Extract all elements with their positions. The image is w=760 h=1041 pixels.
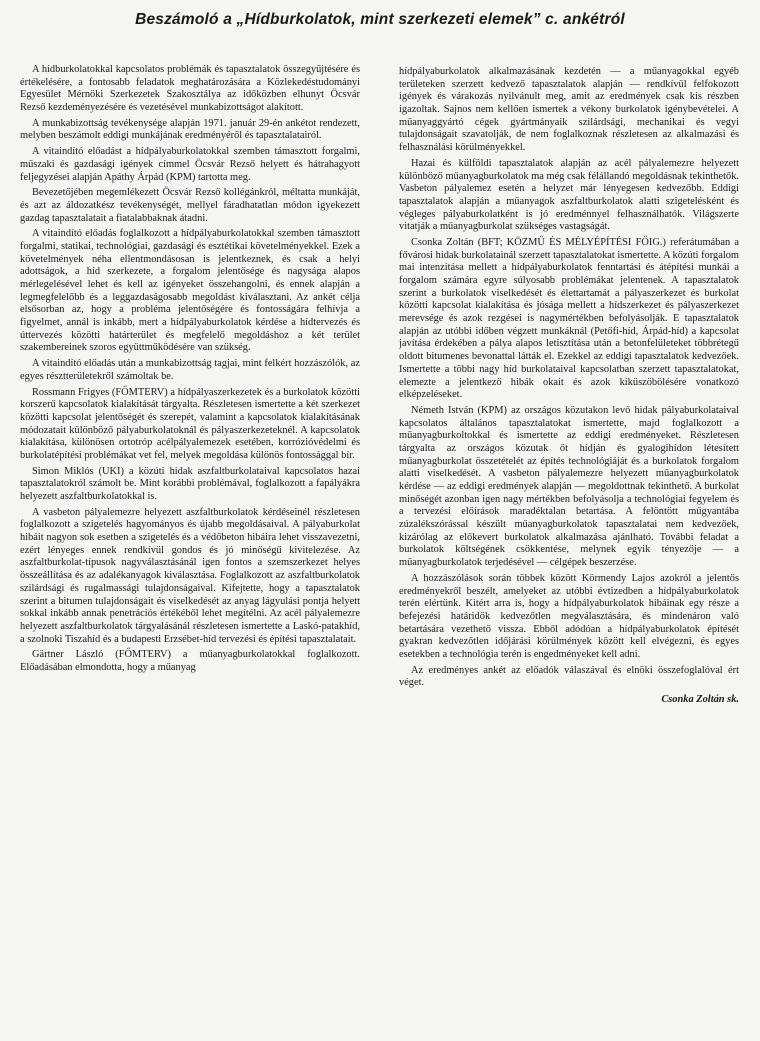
paragraph: Csonka Zoltán (BFT; KÖZMŰ ÉS MÉLYÉPÍTÉSI FŐIG.) referátumában a fővárosi hidak burkolatainál szerzett tapasztalatokat ismertette. A közúti forgalom mai intenzitása mellett a hídpályaburkolatok fenntartási és átépítési munkái a forgalom számára egyre súlyosabb problémákat jelentenek. A tapasztalatok szerint a burkolatok viselkedését és élettartamát a pályaszerkezet és burkolat közötti kapcsolat kialakítása és jósága mellett a hídszerkezet és pályaszerkezet merevsége és azok rezgései is nagymértékben befolyásolják. E tapasztalatok alapján az utóbbi időben végzett munkáknál (Petőfi-híd, Árpád-híd) a kapcsolat javítása érdekében a pálya alapos letisztítása után a betonfelületeket többrétegű oldott bitumenes bevonattal látták el. Ezekkel az eddigi tapasztalatok kedvezőek. Ismertette a többi nagy híd burkolataival kapcsolatban szerzett tapasztalatokat, elemezte a jelentkező hibák okait és azok kiküszöbölésére vonatkozó elképzeléseket. bbox=[399, 236, 739, 401]
paragraph: Simon Miklós (UKI) a közúti hidak aszfaltburkolataival kapcsolatos hazai tapasztalatokról számolt be. Mint korábbi problémával, foglalkozott a fapályákra helyezett aszfaltburkolatokkal is. bbox=[20, 465, 360, 502]
title-bar bbox=[0, 0, 760, 40]
paragraph: Rossmann Frigyes (FŐMTERV) a hídpályaszerkezetek és a burkolatok közötti korszerű kapcsolatok kialakítását tárgyalta. Részletesen ismertette a két szerkezet közötti kapcsolat jelentőségét és szerepét, valamint a kapcsolatok kialakításának módozatait különböző pályaburkolatoknál és pályaszerkezeteknél. A kapcsolatok kialakítása, különösen ortotróp acélpályalemezek esetében, korrózióvédelmi és burkolatépítési problémákat vet fel, melyek megoldása különös fontossággal bír. bbox=[20, 386, 360, 461]
left-column bbox=[20, 64, 360, 1024]
paragraph: Az eredményes ankét az előadók válaszával és elnöki összefoglalóval ért véget. bbox=[399, 664, 739, 689]
paragraph: A hídburkolatokkal kapcsolatos problémák és tapasztalatok összegyűjtésére és értékelésére, a fontosabb feladatok meghatározására a Közlekedéstudományi Egyesület Mérnöki Szerkezetek Szakosztálya az időközben elhunyt Öcsvár Rezső kezdeményezésére és vezetésével munkabizottságot alakított. bbox=[20, 64, 360, 114]
paragraph: A hozzászólások során többek között Körmendy Lajos azokról a jelentős eredményekről beszélt, amelyeket az utóbbi évtizedben a hídpályaburkolatok terén elértünk. Kitért arra is, hogy a hídpályaburkolatok hibáinak egy része a befejezési határidők kedvezőtlen megválasztására, és mindenáron való betartására vezethető vissza. Ebből adódóan a hídpályaburkolatok építését gyakran kedvezőtlen időjárási körülmények között kell elvégezni, és egyes esetekben a technológia terén is engedményeket kell adni. bbox=[399, 572, 739, 660]
paragraph: A vitaindító előadás után a munkabizottság tagjai, mint felkért hozzászólók, az egyes résztterületekről számoltak be. bbox=[20, 358, 360, 382]
paragraph: A vasbeton pályalemezre helyezett aszfaltburkolatok kérdéseinél részletesen foglalkozott a szigetelés hagyományos és újabb megoldásaival. A pályaburkolat hibáit nagyon sok esetben a szigetelés és a védőbeton hibáira lehet visszavezetni, ezért lényeges ennek rendkívül gondos és jó minőségű kivitelezése. Az aszfaltburkolat-típusok nagyválasztásánál igen fontos a szemszerkezet helyes összeállítása és az adalékanyagok kiválasztása. Foglalkozott az aszfaltburkolatok szilárdsági és rugalmassági tulajdonságaival. Kifejtette, hogy a tapasztalatok szerint a bitumen tulajdonságait és viselkedését az anyag lágyulási pontja helyett sokkal inkább annak penetrációs értékéből lehet megítélni. Az acél pályalemezre helyezett aszfaltburkolatok tárgyalásánál részletesen ismertette a Laskó-patakhíd, a szolnoki Tiszahíd és a budapesti Erzsébet-híd tervezési és építési tapasztalatait. bbox=[20, 506, 360, 645]
paragraph: Hazai és külföldi tapasztalatok alapján az acél pályalemezre helyezett különböző műanyagburkolatok ma még csak félállandó megoldásnak tekinthetők. Vasbeton pályalemez esetén a helyzet már lényegesen kedvezőbb. Eddigi tapasztalatok alapján a műanyagok aszfaltburkolatok alatti szigetelésként és végleges pályaburkolatként is jó eredménnyel felhasználhatók. Világszerte vitatják a műanyagburkolat szükséges vastagságát. bbox=[399, 157, 739, 233]
signature: Csonka Zoltán sk. bbox=[661, 694, 739, 705]
paragraph: A munkabizottság tevékenysége alapján 1971. január 29-én ankétot rendezett, melyben beszámolt eddigi munkájának eredményéről és tapasztalatairól. bbox=[20, 117, 360, 142]
article-title: Beszámoló a „Hídburkolatok, mint szerkezeti elemek” c. ankétról bbox=[135, 11, 625, 28]
paragraph: A vitaindító előadást a hídpályaburkolatokkal szemben támasztott forgalmi, műszaki és gazdasági igények címmel Öcsvár Rezső helyett és hátrahagyott feljegyzései alapján Apáthy Árpád (KPM) tartotta meg. bbox=[20, 146, 360, 183]
paragraph: Bevezetőjében megemlékezett Öcsvár Rezső kollégánkról, méltatta munkáját, és azt az áldozatkész tevékenységét, mellyel fáradhatatlan módon igyekezett gazdag tapasztalatait a fiatalabbaknak átadni. bbox=[20, 187, 360, 224]
paragraph: Németh István (KPM) az országos közutakon levő hidak pályaburkolataival kapcsolatos általános tapasztalatokat ismertette, majd foglalkozott a műanyagburkoltokkal és ismertette az eddigi eredményeket. Részletesen tárgyalta az országos közutak őt hídján és gyalogihídon létesített műanyagburkolat összetételét az építés technológiáját és a burkolatok forgalom alatti viselkedését. A vasbeton pályalemezre helyezett műanyagburkolatok kérdése — az eddigi eredmények alapján — megoldottnak tekinthető. A burkolat minőségét azonban igen nagy mértékben befolyásolja a technológiai fegyelem és a tervezési előírások maradéktalan betartása. A felöntött műgyantába zúzalékszórással készült műanyagburkolatok tapasztalatai nem kedvezőek, kizárólag az előkevert burkolatok alkalmazása ajánlható. További feladat a burkolatok költségének csökkentése, melynek egyik tényezője — a műanyagburkolatok terjedésével — célgépek beszerzése. bbox=[399, 404, 739, 569]
paragraph: Gärtner László (FŐMTERV) a műanyagburkolatokkal foglalkozott. Előadásában elmondotta, hogy a műanyag bbox=[20, 649, 360, 673]
right-column bbox=[399, 66, 739, 1026]
paragraph: hídpályaburkolatok alkalmazásának kezdetén — a műanyagokkal egyéb területeken szerzett kedvező tapasztalatok alapján — rendkívül felfokozott igények és várakozás nyilvánult meg, amit az eredmények csak kis részben igazoltak. Sajnos nem kellően ismertek a vékony burkolatok igénybevételei. A műanyaggyártó cégek gyártmányaik szilárdsági, mechanikai és vegyi tulajdonságait szavatolják, de nem foglalkoznak részletesen az alkalmazási és felhasználási körülményekkel. bbox=[399, 66, 739, 154]
paragraph: A vitaindító előadás foglalkozott a hídpályaburkolatokkal szemben támasztott forgalmi, statikai, technológiai, gazdasági és esztétikai követelményekkel. Ezek a követelmények néha ellentmondásosan is jelentkeznek, és csak a helyi adottságok, a híd szerkezete, a forgalom jelentősége és nagysága alapos mérlegelésével lehet és kell az igényeket összehangolni, és ennek alapján a legmegfelelőbb és a leggazdaságosabb megoldást kiválasztani. Az ankét célja elsősorban az, hogy a probléma jelentőségére és fontosságára felhívja a figyelmet, annál is inkább, mert a hídpályaburkolatok kérdése a hídtervezés és úttervezés közötti határterület és megfelelő megoldáshoz a két terület szakembereinek szoros együttműködésére van szükség. bbox=[20, 228, 360, 354]
